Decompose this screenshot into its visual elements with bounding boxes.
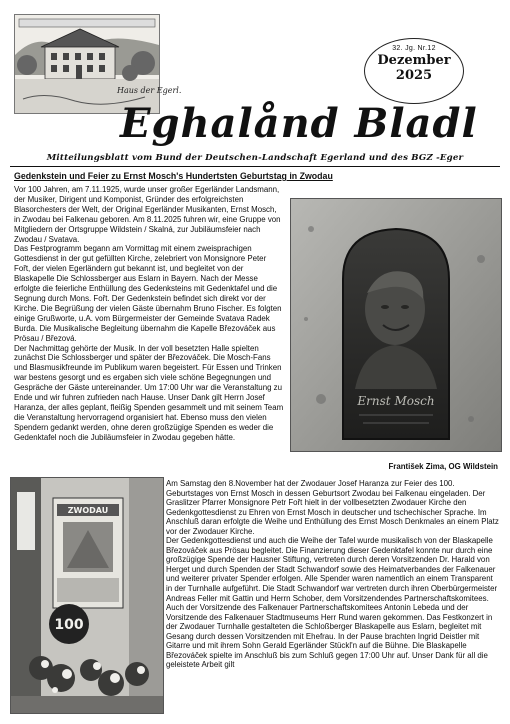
memorial-plaque-photo xyxy=(290,198,502,452)
wreath-number: 100 xyxy=(54,617,84,633)
plaque-inscription: Ernst Mosch xyxy=(357,394,435,408)
article1-paragraph: Das Festprogramm begann am Vormittag mit einem zweisprachigen Gottesdienst in der gut gefüllten Kirche, zelebriert von Monsignore Peter Fořt, der vielen Egerländern gut bekannt ist, und begleitet von der Blaskapelle Die Schlossberger aus Eslarn in Bayern. Nach der Messe erfolgte die feierliche Enthüllung des Gedenksteins mit Gedenktafel und die Segnung durch Mons. Fořt. Der Gedenkstein befindet sich direkt vor der Kirche. Die Begrüßung der vielen Gäste übernahm Bruno Fischer. Es folgten einige Grußworte, u.A. vom Bürgermeister der Gemeinde Svatava Radek Burda. Die Musikalische Begleitung übernahm die Kapelle Březováček aus Prösau / Březová. xyxy=(14,244,282,343)
issue-month: Dezember xyxy=(377,53,451,68)
masthead-illustration xyxy=(14,14,182,114)
article2-body xyxy=(166,479,500,670)
masthead-divider xyxy=(10,166,500,167)
article1-paragraph: Vor 100 Jahren, am 7.11.1925, wurde unser großer Egerländer Landsmann, der Musiker, Dirigent und Komponist, Gründer des erfolgreichsten Blasorchesters der Welt, der Original Egerländer Musikanten, Ernst Mosch, in Zwodau bei Falkenau geboren. Am 8.11.2025 fuhren wir, eine Gruppe von Mitgliedern der Ortsgruppe Wildstein / Skalná, zur Jubiläumsfeier nach Zwodau / Svatava. xyxy=(14,185,281,244)
article1-author: František Zima, OG Wildstein xyxy=(388,462,498,471)
article1-paragraph: Der Nachmittag gehörte der Musik. In der voll besetzten Halle spielten zunächst Die Schlossberger und später der Březováček. Die Mosch-Fans und Blasmusikfreunde im Publikum waren begeistert. Für Essen und Trinken war bestens gesorgt und es ergaben sich viele schöne Begegnungen und Gespräche der Gäste untereinander. Um 17:00 Uhr war die Veranstaltung zu Ende und wir fuhren zufrieden nach Hause. Unser Dank gilt Herrn Josef Haranza, der alles geplant, fleißig Spenden gesammelt und mit seinem Team die Veranstaltung hervorragend organisiert hat. Ebenso muss den vielen Spendern gedankt werden, ohne deren großzügige Spenden es weder die Gedenktafel noch die Jubiläumsfeier in Zwodau gegeben hätte. xyxy=(14,343,284,442)
issue-badge xyxy=(364,38,464,104)
article2-paragraph: Am Samstag den 8.November hat der Zwodauer Josef Haranza zur Feier des 100. Geburtstages von Ernst Mosch in dessen Geburtsort Zwodau bei Falkenau eingeladen. Der Graslitzer Pfarrer Monsignore Petr Fořt hielt in der vollbesetzten Zwodauer Kirche den Gedenkgottesdienst zu Ehren von Ernst Mosch in deutscher und tschechischer Sprache. Im Anschluß daran erfolgte die Weihe und Enthüllung des Ernst Mosch Denkmales an einem Platz vor der Zwodauer Kirche. xyxy=(166,479,499,536)
newspaper-title: Eghalånd Bladl xyxy=(120,100,478,147)
article1-heading: Gedenkstein und Feier zu Ernst Mosch's Hundertsten Geburtstag in Zwodau xyxy=(14,171,333,181)
masthead-image-caption: Haus der Egerl. xyxy=(117,86,182,95)
issue-year: 2025 xyxy=(395,68,433,83)
church-banner-photo xyxy=(10,477,164,714)
banner-text: ZWODAU xyxy=(67,506,109,515)
newspaper-subtitle: Mitteilungsblatt vom Bund der Deutschen-Landschaft Egerland und des BGZ -Eger xyxy=(46,153,464,163)
issue-number: 32. Jg. Nr.12 xyxy=(392,45,436,52)
article1-body xyxy=(14,185,284,443)
article2-paragraph: Der Gedenkgottesdienst und auch die Weihe der Tafel wurde musikalisch von der Blaskapelle Březováček aus Prösau begleitet. Die Finanzierung dieser Gedenktafel konnte nur durch eine großzügige Spende der Hausner Stiftung, vertreten durch deren Vorsitzenden Dr. Harald von Herget und durch Spenden der Stadt Schwandorf sowie des Heimatverbandes der Falkenauer und weiterer privater Spender erfolgen. Alle Spender waren namentlich an einem Transparent in der Turnhalle aufgeführt. Die Stadt Schwandorf war vertreten durch ihren Oberbürgermeister Andreas Feller mit Gattin und Herrn Schober, dem Vorsitzendendes Partnerschaftskomitees. Auch der Vorsitzende des Falkenauer Partnerschaftskomitees Antonin Lebeda und der Vorsitzende des Falkenauer Stadtmuseums Herr Rund waren gekommen. Das Festkonzert in der Zwodauer Turnhalle gestalteten die Schloßberger Blaskapelle aus Eslarn, begleitet mit Gesang durch dessen Vorsitzenden mit Ehefrau. In der Pause brachten Ingrid Deistler mit Gitarre und mit ihrem Sohn Gerald Egerländer Stückl'n auf die Bühne. Die Blaskapelle Březováček spielte im Anschluß bis zum Schluß gegen 17:00 Uhr auf. Unser Dank für all die geleistete Arbeit gilt xyxy=(166,536,498,670)
